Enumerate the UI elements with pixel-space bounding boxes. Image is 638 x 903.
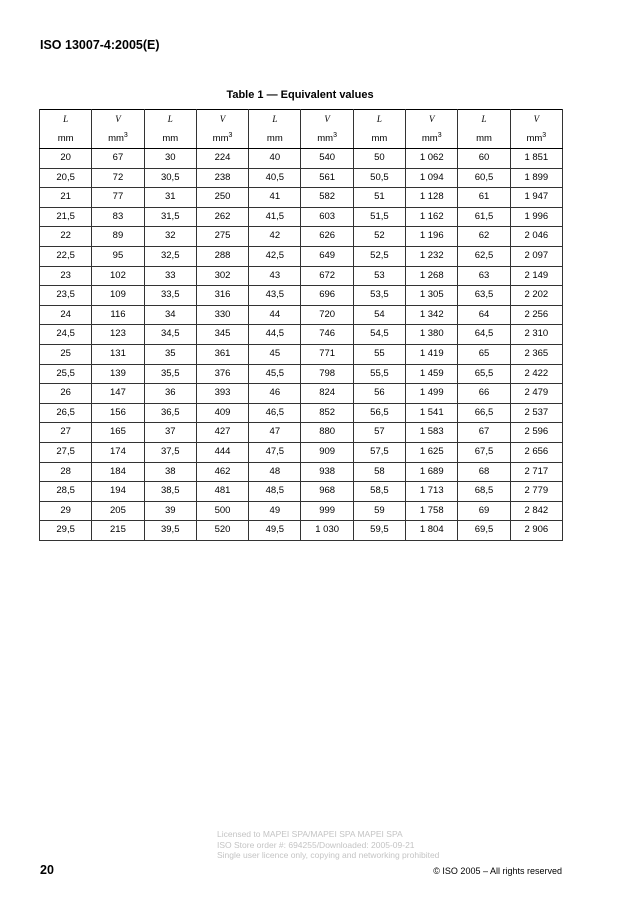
column-unit <box>144 129 196 149</box>
length-cell: 61 <box>458 188 510 208</box>
column-symbol: L <box>353 110 405 130</box>
watermark-line: ISO Store order #: 694255/Downloaded: 2005-09-21 <box>217 839 415 850</box>
volume-cell: 909 <box>301 442 353 462</box>
length-cell: 52 <box>353 227 405 247</box>
length-cell: 65,5 <box>458 364 510 384</box>
length-cell: 63,5 <box>458 286 510 306</box>
column-unit <box>92 129 144 149</box>
length-cell: 34 <box>144 305 196 325</box>
length-cell: 26,5 <box>40 403 92 423</box>
volume-cell: 2 842 <box>510 501 562 521</box>
unit-exponent: 3 <box>437 132 442 139</box>
page-number: 20 <box>40 863 54 877</box>
volume-cell: 275 <box>196 227 248 247</box>
volume-cell: 1 499 <box>406 384 458 404</box>
table-row <box>40 246 563 266</box>
volume-cell: 1 758 <box>406 501 458 521</box>
column-symbol: V <box>406 110 458 130</box>
volume-cell: 540 <box>301 149 353 169</box>
column-symbol: V <box>92 110 144 130</box>
volume-cell: 626 <box>301 227 353 247</box>
length-cell: 53,5 <box>353 286 405 306</box>
length-cell: 54,5 <box>353 325 405 345</box>
length-cell: 36,5 <box>144 403 196 423</box>
column-unit <box>196 129 248 149</box>
volume-cell: 77 <box>92 188 144 208</box>
table-row <box>40 188 563 208</box>
length-cell: 42 <box>249 227 301 247</box>
length-cell: 58,5 <box>353 482 405 502</box>
length-cell: 27 <box>40 423 92 443</box>
volume-cell: 215 <box>92 521 144 541</box>
volume-cell: 696 <box>301 286 353 306</box>
column-unit <box>249 129 301 149</box>
volume-cell: 2 596 <box>510 423 562 443</box>
length-cell: 30 <box>144 149 196 169</box>
volume-cell: 409 <box>196 403 248 423</box>
volume-cell: 1 062 <box>406 149 458 169</box>
table-row <box>40 286 563 306</box>
length-cell: 55,5 <box>353 364 405 384</box>
column-unit <box>510 129 562 149</box>
volume-cell: 2 256 <box>510 305 562 325</box>
table-row <box>40 482 563 502</box>
length-cell: 26 <box>40 384 92 404</box>
column-symbol: V <box>196 110 248 130</box>
length-cell: 63 <box>458 266 510 286</box>
volume-cell: 2 537 <box>510 403 562 423</box>
volume-cell: 2 046 <box>510 227 562 247</box>
length-cell: 40 <box>249 149 301 169</box>
length-cell: 68 <box>458 462 510 482</box>
volume-cell: 316 <box>196 286 248 306</box>
length-cell: 28,5 <box>40 482 92 502</box>
volume-cell: 302 <box>196 266 248 286</box>
volume-cell: 376 <box>196 364 248 384</box>
volume-cell: 999 <box>301 501 353 521</box>
volume-cell: 67 <box>92 149 144 169</box>
volume-cell: 1 459 <box>406 364 458 384</box>
length-cell: 22 <box>40 227 92 247</box>
volume-cell: 89 <box>92 227 144 247</box>
length-cell: 56,5 <box>353 403 405 423</box>
length-cell: 45,5 <box>249 364 301 384</box>
volume-cell: 174 <box>92 442 144 462</box>
length-cell: 49,5 <box>249 521 301 541</box>
volume-cell: 672 <box>301 266 353 286</box>
volume-cell: 938 <box>301 462 353 482</box>
length-cell: 25 <box>40 344 92 364</box>
copyright-notice: © ISO 2005 – All rights reserved <box>433 866 562 876</box>
volume-cell: 147 <box>92 384 144 404</box>
volume-cell: 95 <box>92 246 144 266</box>
table-row <box>40 266 563 286</box>
table-row <box>40 521 563 541</box>
length-cell: 51,5 <box>353 207 405 227</box>
volume-cell: 771 <box>301 344 353 364</box>
length-cell: 37 <box>144 423 196 443</box>
length-cell: 50,5 <box>353 168 405 188</box>
volume-cell: 72 <box>92 168 144 188</box>
volume-cell: 824 <box>301 384 353 404</box>
volume-cell: 720 <box>301 305 353 325</box>
length-cell: 32 <box>144 227 196 247</box>
volume-cell: 2 479 <box>510 384 562 404</box>
length-cell: 59 <box>353 501 405 521</box>
volume-cell: 520 <box>196 521 248 541</box>
volume-cell: 1 899 <box>510 168 562 188</box>
watermark-line: Licensed to MAPEI SPA/MAPEI SPA MAPEI SPA <box>217 829 403 839</box>
table-row <box>40 344 563 364</box>
length-cell: 62,5 <box>458 246 510 266</box>
length-cell: 33 <box>144 266 196 286</box>
volume-cell: 224 <box>196 149 248 169</box>
volume-cell: 1 030 <box>301 521 353 541</box>
table-row <box>40 207 563 227</box>
volume-cell: 131 <box>92 344 144 364</box>
volume-cell: 2 656 <box>510 442 562 462</box>
volume-cell: 194 <box>92 482 144 502</box>
unit-exponent: 3 <box>123 132 128 139</box>
volume-cell: 102 <box>92 266 144 286</box>
volume-cell: 1 851 <box>510 149 562 169</box>
length-cell: 51 <box>353 188 405 208</box>
volume-cell: 2 717 <box>510 462 562 482</box>
unit-exponent: 3 <box>333 132 337 139</box>
length-cell: 21 <box>40 188 92 208</box>
length-cell: 41,5 <box>249 207 301 227</box>
volume-cell: 1 268 <box>406 266 458 286</box>
table-body <box>40 149 563 541</box>
length-cell: 43 <box>249 266 301 286</box>
length-cell: 54 <box>353 305 405 325</box>
unit-label: mm <box>162 133 179 144</box>
volume-cell: 649 <box>301 246 353 266</box>
volume-cell: 746 <box>301 325 353 345</box>
volume-cell: 798 <box>301 364 353 384</box>
table-row <box>40 325 563 345</box>
length-cell: 64 <box>458 305 510 325</box>
volume-cell: 880 <box>301 423 353 443</box>
unit-label: mm <box>371 133 388 144</box>
volume-cell: 462 <box>196 462 248 482</box>
volume-cell: 1 583 <box>406 423 458 443</box>
length-cell: 29,5 <box>40 521 92 541</box>
length-cell: 24,5 <box>40 325 92 345</box>
length-cell: 30,5 <box>144 168 196 188</box>
length-cell: 62 <box>458 227 510 247</box>
length-cell: 35 <box>144 344 196 364</box>
table-row <box>40 305 563 325</box>
unit-label: mm <box>212 133 229 144</box>
volume-cell: 1 094 <box>406 168 458 188</box>
length-cell: 46 <box>249 384 301 404</box>
equivalent-values-table <box>39 109 563 541</box>
length-cell: 56 <box>353 384 405 404</box>
volume-cell: 1 541 <box>406 403 458 423</box>
volume-cell: 2 779 <box>510 482 562 502</box>
unit-label: mm <box>266 133 283 144</box>
volume-cell: 2 097 <box>510 246 562 266</box>
length-cell: 37,5 <box>144 442 196 462</box>
column-symbol: L <box>458 110 510 130</box>
length-cell: 28 <box>40 462 92 482</box>
length-cell: 69 <box>458 501 510 521</box>
volume-cell: 852 <box>301 403 353 423</box>
volume-cell: 1 305 <box>406 286 458 306</box>
table-row <box>40 168 563 188</box>
length-cell: 27,5 <box>40 442 92 462</box>
table-title: Table 1 — Equivalent values <box>226 89 374 101</box>
table-row <box>40 403 563 423</box>
length-cell: 32,5 <box>144 246 196 266</box>
length-cell: 21,5 <box>40 207 92 227</box>
unit-label: mm <box>317 133 334 144</box>
volume-cell: 2 365 <box>510 344 562 364</box>
unit-label: mm <box>108 133 124 144</box>
volume-cell: 2 422 <box>510 364 562 384</box>
length-cell: 47 <box>249 423 301 443</box>
volume-cell: 361 <box>196 344 248 364</box>
length-cell: 64,5 <box>458 325 510 345</box>
column-unit <box>301 129 353 149</box>
table-row <box>40 149 563 169</box>
volume-cell: 427 <box>196 423 248 443</box>
length-cell: 42,5 <box>249 246 301 266</box>
length-cell: 57,5 <box>353 442 405 462</box>
volume-cell: 481 <box>196 482 248 502</box>
volume-cell: 1 947 <box>510 188 562 208</box>
volume-cell: 1 342 <box>406 305 458 325</box>
column-symbol: L <box>40 110 92 130</box>
volume-cell: 139 <box>92 364 144 384</box>
volume-cell: 1 232 <box>406 246 458 266</box>
length-cell: 50 <box>353 149 405 169</box>
length-cell: 58 <box>353 462 405 482</box>
unit-label: mm <box>476 133 492 144</box>
volume-cell: 2 310 <box>510 325 562 345</box>
length-cell: 68,5 <box>458 482 510 502</box>
length-cell: 67 <box>458 423 510 443</box>
column-unit <box>406 129 458 149</box>
volume-cell: 250 <box>196 188 248 208</box>
length-cell: 24 <box>40 305 92 325</box>
column-symbol: V <box>510 110 562 130</box>
volume-cell: 1 419 <box>406 344 458 364</box>
length-cell: 55 <box>353 344 405 364</box>
length-cell: 65 <box>458 344 510 364</box>
volume-cell: 1 713 <box>406 482 458 502</box>
length-cell: 39 <box>144 501 196 521</box>
table-row <box>40 423 563 443</box>
volume-cell: 1 689 <box>406 462 458 482</box>
volume-cell: 156 <box>92 403 144 423</box>
length-cell: 60 <box>458 149 510 169</box>
license-watermark <box>217 829 439 861</box>
length-cell: 44 <box>249 305 301 325</box>
length-cell: 53 <box>353 266 405 286</box>
volume-cell: 1 625 <box>406 442 458 462</box>
volume-cell: 1 196 <box>406 227 458 247</box>
symbol-header-row <box>40 110 563 130</box>
table-row <box>40 364 563 384</box>
length-cell: 38,5 <box>144 482 196 502</box>
volume-cell: 123 <box>92 325 144 345</box>
column-unit <box>353 129 405 149</box>
length-cell: 47,5 <box>249 442 301 462</box>
length-cell: 25,5 <box>40 364 92 384</box>
volume-cell: 500 <box>196 501 248 521</box>
length-cell: 29 <box>40 501 92 521</box>
volume-cell: 165 <box>92 423 144 443</box>
length-cell: 38 <box>144 462 196 482</box>
volume-cell: 1 380 <box>406 325 458 345</box>
length-cell: 23 <box>40 266 92 286</box>
length-cell: 20,5 <box>40 168 92 188</box>
volume-cell: 968 <box>301 482 353 502</box>
document-id: ISO 13007-4:2005(E) <box>40 38 160 52</box>
volume-cell: 345 <box>196 325 248 345</box>
column-symbol: V <box>301 110 353 130</box>
length-cell: 40,5 <box>249 168 301 188</box>
unit-label: mm <box>57 133 74 144</box>
volume-cell: 116 <box>92 305 144 325</box>
volume-cell: 393 <box>196 384 248 404</box>
unit-exponent: 3 <box>228 132 233 139</box>
unit-header-row <box>40 129 563 149</box>
length-cell: 31,5 <box>144 207 196 227</box>
volume-cell: 109 <box>92 286 144 306</box>
volume-cell: 444 <box>196 442 248 462</box>
length-cell: 48,5 <box>249 482 301 502</box>
volume-cell: 1 162 <box>406 207 458 227</box>
volume-cell: 330 <box>196 305 248 325</box>
length-cell: 23,5 <box>40 286 92 306</box>
length-cell: 31 <box>144 188 196 208</box>
length-cell: 43,5 <box>249 286 301 306</box>
table-row <box>40 384 563 404</box>
unit-exponent: 3 <box>542 132 547 139</box>
volume-cell: 582 <box>301 188 353 208</box>
unit-label: mm <box>421 133 438 144</box>
volume-cell: 83 <box>92 207 144 227</box>
column-unit <box>458 129 510 149</box>
length-cell: 34,5 <box>144 325 196 345</box>
table-row <box>40 462 563 482</box>
volume-cell: 2 906 <box>510 521 562 541</box>
volume-cell: 1 996 <box>510 207 562 227</box>
column-symbol: L <box>249 110 301 130</box>
volume-cell: 1 128 <box>406 188 458 208</box>
length-cell: 57 <box>353 423 405 443</box>
length-cell: 20 <box>40 149 92 169</box>
volume-cell: 238 <box>196 168 248 188</box>
length-cell: 33,5 <box>144 286 196 306</box>
length-cell: 39,5 <box>144 521 196 541</box>
volume-cell: 1 804 <box>406 521 458 541</box>
volume-cell: 603 <box>301 207 353 227</box>
length-cell: 22,5 <box>40 246 92 266</box>
length-cell: 45 <box>249 344 301 364</box>
volume-cell: 262 <box>196 207 248 227</box>
length-cell: 66 <box>458 384 510 404</box>
unit-label: mm <box>526 133 543 144</box>
volume-cell: 288 <box>196 246 248 266</box>
volume-cell: 205 <box>92 501 144 521</box>
volume-cell: 561 <box>301 168 353 188</box>
column-unit <box>40 129 92 149</box>
length-cell: 59,5 <box>353 521 405 541</box>
length-cell: 67,5 <box>458 442 510 462</box>
length-cell: 41 <box>249 188 301 208</box>
length-cell: 69,5 <box>458 521 510 541</box>
length-cell: 46,5 <box>249 403 301 423</box>
length-cell: 49 <box>249 501 301 521</box>
length-cell: 44,5 <box>249 325 301 345</box>
watermark-line: Single user licence only, copying and networking prohibited <box>217 850 440 860</box>
length-cell: 66,5 <box>458 403 510 423</box>
table-row <box>40 442 563 462</box>
length-cell: 35,5 <box>144 364 196 384</box>
volume-cell: 2 149 <box>510 266 562 286</box>
length-cell: 61,5 <box>458 207 510 227</box>
column-symbol: L <box>144 110 196 130</box>
volume-cell: 184 <box>92 462 144 482</box>
table-row <box>40 227 563 247</box>
length-cell: 36 <box>144 384 196 404</box>
volume-cell: 2 202 <box>510 286 562 306</box>
length-cell: 52,5 <box>353 246 405 266</box>
length-cell: 60,5 <box>458 168 510 188</box>
length-cell: 48 <box>249 462 301 482</box>
table-row <box>40 501 563 521</box>
